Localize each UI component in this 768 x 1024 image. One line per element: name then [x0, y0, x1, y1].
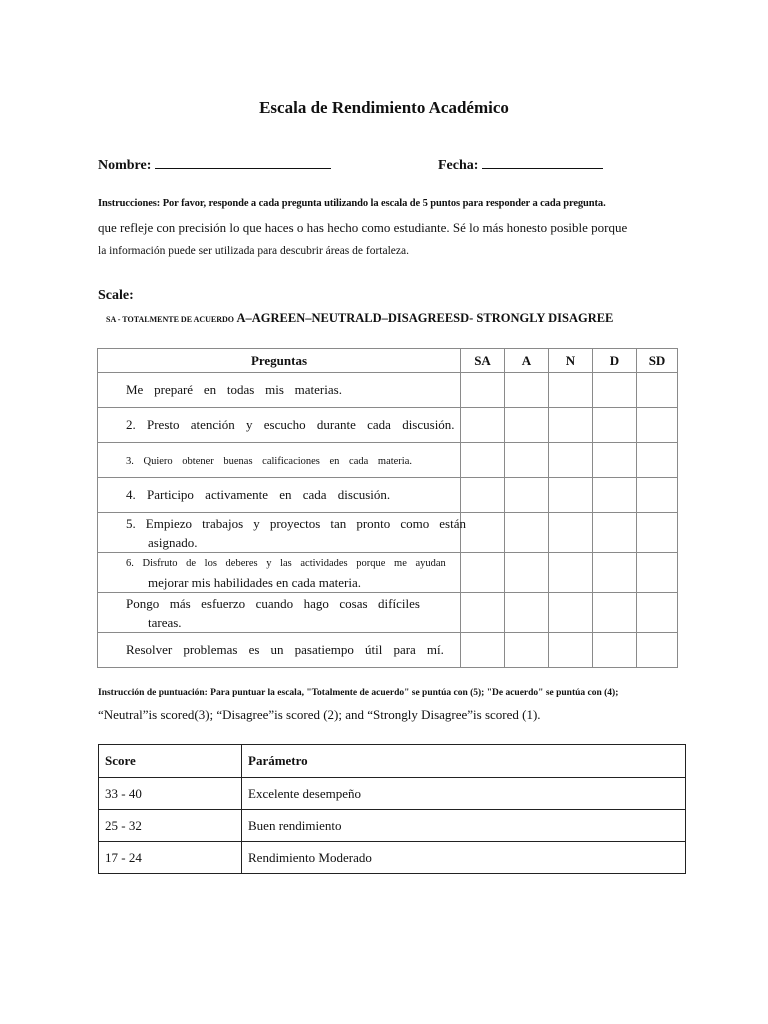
nombre-blank	[155, 154, 331, 169]
fecha-blank	[482, 154, 603, 169]
questions-table	[97, 348, 678, 668]
scale-legend	[106, 311, 613, 326]
answer-cell[interactable]	[593, 633, 637, 668]
answer-cell[interactable]	[505, 513, 549, 553]
score-parameter: Buen rendimiento	[242, 810, 686, 842]
answer-cell[interactable]	[461, 633, 505, 668]
answer-cell[interactable]	[461, 513, 505, 553]
fecha-field	[438, 154, 603, 174]
header-sd: SD	[637, 349, 678, 373]
score-table	[98, 744, 686, 874]
answer-cell[interactable]	[461, 478, 505, 513]
table-row	[98, 593, 678, 633]
answer-cell[interactable]	[549, 633, 593, 668]
answer-cell[interactable]	[637, 553, 678, 593]
nombre-label: Nombre:	[98, 158, 152, 173]
answer-cell[interactable]	[637, 633, 678, 668]
answer-cell[interactable]	[637, 478, 678, 513]
scale-prefix: SA - TOTALMENTE DE ACUERDO	[106, 315, 235, 324]
score-header-row	[99, 745, 686, 778]
instructions-line-1: que refleje con precisión lo que haces o has hecho como estudiante. Sé lo más honesto posible porque	[98, 220, 628, 235]
answer-cell[interactable]	[461, 593, 505, 633]
instructions-line-2: la información puede ser utilizada para descubrir áreas de fortaleza.	[98, 245, 409, 257]
answer-cell[interactable]	[549, 408, 593, 443]
score-parameter: Excelente desempeño	[242, 778, 686, 810]
nombre-field	[98, 154, 331, 174]
answer-cell[interactable]	[549, 443, 593, 478]
answer-cell[interactable]	[549, 373, 593, 408]
answer-cell[interactable]	[637, 408, 678, 443]
page-title: Escala de Rendimiento Académico	[259, 98, 509, 117]
table-row	[99, 810, 686, 842]
fecha-label: Fecha:	[438, 158, 479, 173]
answer-cell[interactable]	[593, 373, 637, 408]
table-row	[98, 513, 678, 553]
table-row	[98, 408, 678, 443]
score-parameter: Rendimiento Moderado	[242, 842, 686, 874]
answer-cell[interactable]	[505, 408, 549, 443]
question-6: 6. Disfruto de los deberes y las actividades porque me ayudan mejorar mis habilidades en cada materia.	[98, 553, 461, 593]
header-score: Score	[99, 745, 242, 778]
answer-cell[interactable]	[505, 593, 549, 633]
answer-cell[interactable]	[461, 553, 505, 593]
header-a: A	[505, 349, 549, 373]
answer-cell[interactable]	[549, 513, 593, 553]
table-row	[99, 778, 686, 810]
question-7: Pongo más esfuerzo cuando hago cosas difíciles tareas.	[98, 593, 461, 633]
scoring-instructions-bold: Instrucción de puntuación: Para puntuar la escala, "Totalmente de acuerdo" se puntúa con (5); "De acuerdo" se puntúa con (4);	[98, 688, 619, 698]
table-row	[98, 443, 678, 478]
answer-cell[interactable]	[549, 478, 593, 513]
question-3: 3. Quiero obtener buenas calificaciones en cada materia.	[98, 443, 461, 478]
table-row	[98, 478, 678, 513]
answer-cell[interactable]	[505, 373, 549, 408]
scale-rest: A–AGREEN–NEUTRALD–DISAGREESD- STRONGLY DISAGREE	[236, 311, 614, 325]
answer-cell[interactable]	[593, 408, 637, 443]
answer-cell[interactable]	[461, 373, 505, 408]
answer-cell[interactable]	[593, 478, 637, 513]
answer-cell[interactable]	[637, 373, 678, 408]
answer-cell[interactable]	[593, 553, 637, 593]
answer-cell[interactable]	[505, 633, 549, 668]
score-range: 17 - 24	[99, 842, 242, 874]
answer-cell[interactable]	[505, 443, 549, 478]
question-8: Resolver problemas es un pasatiempo útil para mí.	[98, 633, 461, 668]
answer-cell[interactable]	[461, 408, 505, 443]
question-1: Me preparé en todas mis materias.	[98, 373, 461, 408]
question-4: 4. Participo activamente en cada discusión.	[98, 478, 461, 513]
header-parametro: Parámetro	[242, 745, 686, 778]
answer-cell[interactable]	[505, 553, 549, 593]
header-preguntas: Preguntas	[98, 349, 461, 373]
questions-header-row	[98, 349, 678, 373]
score-range: 33 - 40	[99, 778, 242, 810]
answer-cell[interactable]	[593, 513, 637, 553]
answer-cell[interactable]	[593, 443, 637, 478]
header-d: D	[593, 349, 637, 373]
table-row	[98, 373, 678, 408]
scoring-instructions-line: “Neutral”is scored(3); “Disagree”is scored (2); and “Strongly Disagree”is scored (1).	[98, 707, 541, 722]
scale-label: Scale:	[98, 288, 134, 303]
header-sa: SA	[461, 349, 505, 373]
answer-cell[interactable]	[549, 593, 593, 633]
instructions-bold: Instrucciones: Por favor, responde a cada pregunta utilizando la escala de 5 puntos para responder a cada pregunta.	[98, 198, 606, 209]
table-row	[98, 553, 678, 593]
table-row	[98, 633, 678, 668]
question-5: 5. Empiezo trabajos y proyectos tan pronto como están asignado.	[98, 513, 461, 553]
score-range: 25 - 32	[99, 810, 242, 842]
table-row	[99, 842, 686, 874]
answer-cell[interactable]	[505, 478, 549, 513]
answer-cell[interactable]	[637, 443, 678, 478]
question-2: 2. Presto atención y escucho durante cada discusión.	[98, 408, 461, 443]
answer-cell[interactable]	[461, 443, 505, 478]
answer-cell[interactable]	[637, 593, 678, 633]
answer-cell[interactable]	[637, 513, 678, 553]
answer-cell[interactable]	[549, 553, 593, 593]
header-n: N	[549, 349, 593, 373]
answer-cell[interactable]	[593, 593, 637, 633]
